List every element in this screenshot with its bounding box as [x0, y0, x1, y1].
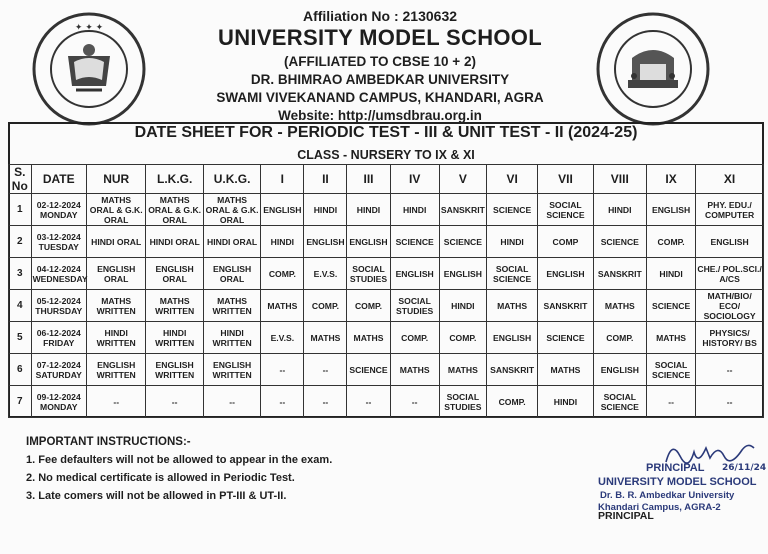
subject-cell: ENGLISH [696, 226, 764, 258]
table-row [9, 226, 764, 258]
subject-cell: HINDI WRITTEN [86, 322, 145, 354]
subject-cell: COMP. [439, 322, 486, 354]
subject-cell: CHE./ POL.SCI./ A/CS [696, 258, 764, 290]
subject-cell: PHYSICS/ HISTORY/ BS [696, 322, 764, 354]
serial-number-cell: 5 [9, 322, 32, 354]
date-cell: 06-12-2024 FRIDAY [31, 322, 86, 354]
subject-cell: SOCIAL SCIENCE [593, 386, 646, 418]
column-header: L.K.G. [146, 165, 203, 194]
school-seal-logo [30, 10, 148, 128]
subject-cell: ENGLISH ORAL [86, 258, 145, 290]
website-line: Website: http://umsdbrau.org.in [278, 108, 482, 123]
subject-cell: MATHS [646, 322, 695, 354]
subject-cell: HINDI [486, 226, 537, 258]
subject-cell: PHY. EDU./ COMPUTER [696, 194, 764, 226]
column-header: XI [696, 165, 764, 194]
datesheet-table [8, 164, 764, 418]
column-header: II [304, 165, 347, 194]
subject-cell: ENGLISH ORAL [203, 258, 260, 290]
subject-cell: HINDI [347, 194, 390, 226]
subject-cell: SCIENCE [646, 290, 695, 322]
column-header: VI [486, 165, 537, 194]
subject-cell: SCIENCE [390, 226, 439, 258]
column-header: IX [646, 165, 695, 194]
subject-cell: -- [347, 386, 390, 418]
subject-cell: ENGLISH [390, 258, 439, 290]
principal-label-print: PRINCIPAL [598, 510, 654, 522]
subject-cell: COMP. [261, 258, 304, 290]
subject-cell: ENGLISH [646, 194, 695, 226]
instruction-item-1: 1. Fee defaulters will not be allowed to appear in the exam. [26, 454, 333, 466]
serial-number-cell: 3 [9, 258, 32, 290]
subject-cell: E.V.S. [304, 258, 347, 290]
subject-cell: COMP. [486, 386, 537, 418]
instruction-item-3: 3. Late comers will not be allowed in PT-III & UT-II. [26, 490, 287, 502]
subject-cell: HINDI ORAL [146, 226, 203, 258]
subject-cell: -- [261, 386, 304, 418]
subject-cell: MATHS WRITTEN [146, 290, 203, 322]
column-header: III [347, 165, 390, 194]
subject-cell: HINDI [390, 194, 439, 226]
subject-cell: ENGLISH [486, 322, 537, 354]
subject-cell: MATHS WRITTEN [86, 290, 145, 322]
principal-label: PRINCIPAL [646, 462, 705, 474]
column-header: DATE [31, 165, 86, 194]
table-row [9, 290, 764, 322]
subject-cell: MATHS [593, 290, 646, 322]
subject-cell: SOCIAL STUDIES [347, 258, 390, 290]
subject-cell: HINDI WRITTEN [146, 322, 203, 354]
column-header: VII [538, 165, 593, 194]
subject-cell: HINDI ORAL [86, 226, 145, 258]
subject-cell: HINDI [261, 226, 304, 258]
subject-cell: -- [646, 386, 695, 418]
subject-cell: HINDI [304, 194, 347, 226]
subject-cell: MATHS [439, 354, 486, 386]
subject-cell: -- [86, 386, 145, 418]
column-header: IV [390, 165, 439, 194]
subject-cell: MATHS [347, 322, 390, 354]
subject-cell: -- [696, 386, 764, 418]
svg-text:✦ ✦ ✦: ✦ ✦ ✦ [74, 23, 104, 33]
column-header: V [439, 165, 486, 194]
subject-cell: SANSKRIT [486, 354, 537, 386]
column-header: S. No [9, 165, 32, 194]
subject-cell: MATHS ORAL & G.K. ORAL [146, 194, 203, 226]
column-header: I [261, 165, 304, 194]
university-name: DR. BHIMRAO AMBEDKAR UNIVERSITY [250, 72, 510, 87]
table-row [9, 258, 764, 290]
table-row [9, 386, 764, 418]
subject-cell: ENGLISH WRITTEN [86, 354, 145, 386]
subject-cell: -- [261, 354, 304, 386]
serial-number-cell: 2 [9, 226, 32, 258]
column-header: U.K.G. [203, 165, 260, 194]
serial-number-cell: 7 [9, 386, 32, 418]
subject-cell: COMP [538, 226, 593, 258]
campus-address: SWAMI VIVEKANAND CAMPUS, KHANDARI, AGRA [216, 90, 544, 105]
subject-cell: -- [146, 386, 203, 418]
subject-cell: COMP. [304, 290, 347, 322]
subject-cell: ENGLISH ORAL [146, 258, 203, 290]
subject-cell: -- [696, 354, 764, 386]
subject-cell: MATHS [390, 354, 439, 386]
subject-cell: MATHS [486, 290, 537, 322]
subject-cell: HINDI ORAL [203, 226, 260, 258]
subject-cell: ENGLISH WRITTEN [203, 354, 260, 386]
subject-cell: SANSKRIT [439, 194, 486, 226]
subject-cell: ENGLISH [304, 226, 347, 258]
subject-cell: SOCIAL STUDIES [439, 386, 486, 418]
date-cell: 04-12-2024 WEDNESDAY [31, 258, 86, 290]
subject-cell: SCIENCE [439, 226, 486, 258]
subject-cell: ENGLISH [538, 258, 593, 290]
instructions-block [26, 436, 332, 502]
date-cell: 07-12-2024 SATURDAY [31, 354, 86, 386]
subject-cell: MATH/BIO/ ECO/ SOCIOLOGY [696, 290, 764, 322]
subject-cell: SCIENCE [347, 354, 390, 386]
subject-cell: SCIENCE [486, 194, 537, 226]
column-header: VIII [593, 165, 646, 194]
date-cell: 03-12-2024 TUESDAY [31, 226, 86, 258]
serial-number-cell: 4 [9, 290, 32, 322]
column-header: NUR [86, 165, 145, 194]
subject-cell: -- [203, 386, 260, 418]
subject-cell: MATHS [538, 354, 593, 386]
instructions-heading: IMPORTANT INSTRUCTIONS:- [26, 436, 191, 448]
subject-cell: SOCIAL SCIENCE [486, 258, 537, 290]
subject-cell: ENGLISH [347, 226, 390, 258]
serial-number-cell: 1 [9, 194, 32, 226]
subject-cell: SANSKRIT [593, 258, 646, 290]
subject-cell: HINDI [538, 386, 593, 418]
subject-cell: MATHS WRITTEN [203, 290, 260, 322]
date-cell: 02-12-2024 MONDAY [31, 194, 86, 226]
table-row [9, 194, 764, 226]
subject-cell: COMP. [593, 322, 646, 354]
date-cell: 05-12-2024 THURSDAY [31, 290, 86, 322]
subject-cell: ENGLISH WRITTEN [146, 354, 203, 386]
table-row [9, 354, 764, 386]
subject-cell: -- [304, 354, 347, 386]
subject-cell: ENGLISH [593, 354, 646, 386]
subject-cell: E.V.S. [261, 322, 304, 354]
datesheet-title: DATE SHEET FOR - PERIODIC TEST - III & UNIT TEST - II (2024-25) [134, 124, 638, 141]
signature-date: 26/11/24 [722, 463, 767, 473]
subject-cell: SCIENCE [538, 322, 593, 354]
subject-cell: MATHS [304, 322, 347, 354]
instruction-item-2: 2. No medical certificate is allowed in Periodic Test. [26, 472, 295, 484]
stamp-campus: Khandari Campus, AGRA-2 [598, 502, 721, 513]
subject-cell: MATHS [261, 290, 304, 322]
letterhead [150, 8, 610, 123]
class-line: CLASS - NURSERY TO IX & XI [297, 148, 475, 162]
table-header-row [9, 165, 764, 194]
subject-cell: ENGLISH [261, 194, 304, 226]
subject-cell: ENGLISH [439, 258, 486, 290]
date-cell: 09-12-2024 MONDAY [31, 386, 86, 418]
table-row [9, 322, 764, 354]
subject-cell: SOCIAL STUDIES [390, 290, 439, 322]
subject-cell: HINDI [646, 258, 695, 290]
subject-cell: COMP. [646, 226, 695, 258]
subject-cell: COMP. [347, 290, 390, 322]
subject-cell: -- [304, 386, 347, 418]
stamp-school-name: UNIVERSITY MODEL SCHOOL [598, 476, 757, 488]
subject-cell: HINDI [439, 290, 486, 322]
subject-cell: COMP. [390, 322, 439, 354]
affiliation-line: (AFFILIATED TO CBSE 10 + 2) [284, 54, 476, 69]
subject-cell: SOCIAL SCIENCE [538, 194, 593, 226]
subject-cell: -- [390, 386, 439, 418]
subject-cell: HINDI [593, 194, 646, 226]
stamp-university: Dr. B. R. Ambedkar University [600, 490, 735, 501]
subject-cell: HINDI WRITTEN [203, 322, 260, 354]
serial-number-cell: 6 [9, 354, 32, 386]
affiliation-number: Affiliation No : 2130632 [302, 8, 458, 24]
subject-cell: SOCIAL SCIENCE [646, 354, 695, 386]
subject-cell: SANSKRIT [538, 290, 593, 322]
subject-cell: SCIENCE [593, 226, 646, 258]
subject-cell: MATHS ORAL & G.K. ORAL [86, 194, 145, 226]
subject-cell: MATHS ORAL & G.K. ORAL [203, 194, 260, 226]
university-seal-logo [594, 10, 712, 128]
school-name: UNIVERSITY MODEL SCHOOL [218, 25, 542, 50]
